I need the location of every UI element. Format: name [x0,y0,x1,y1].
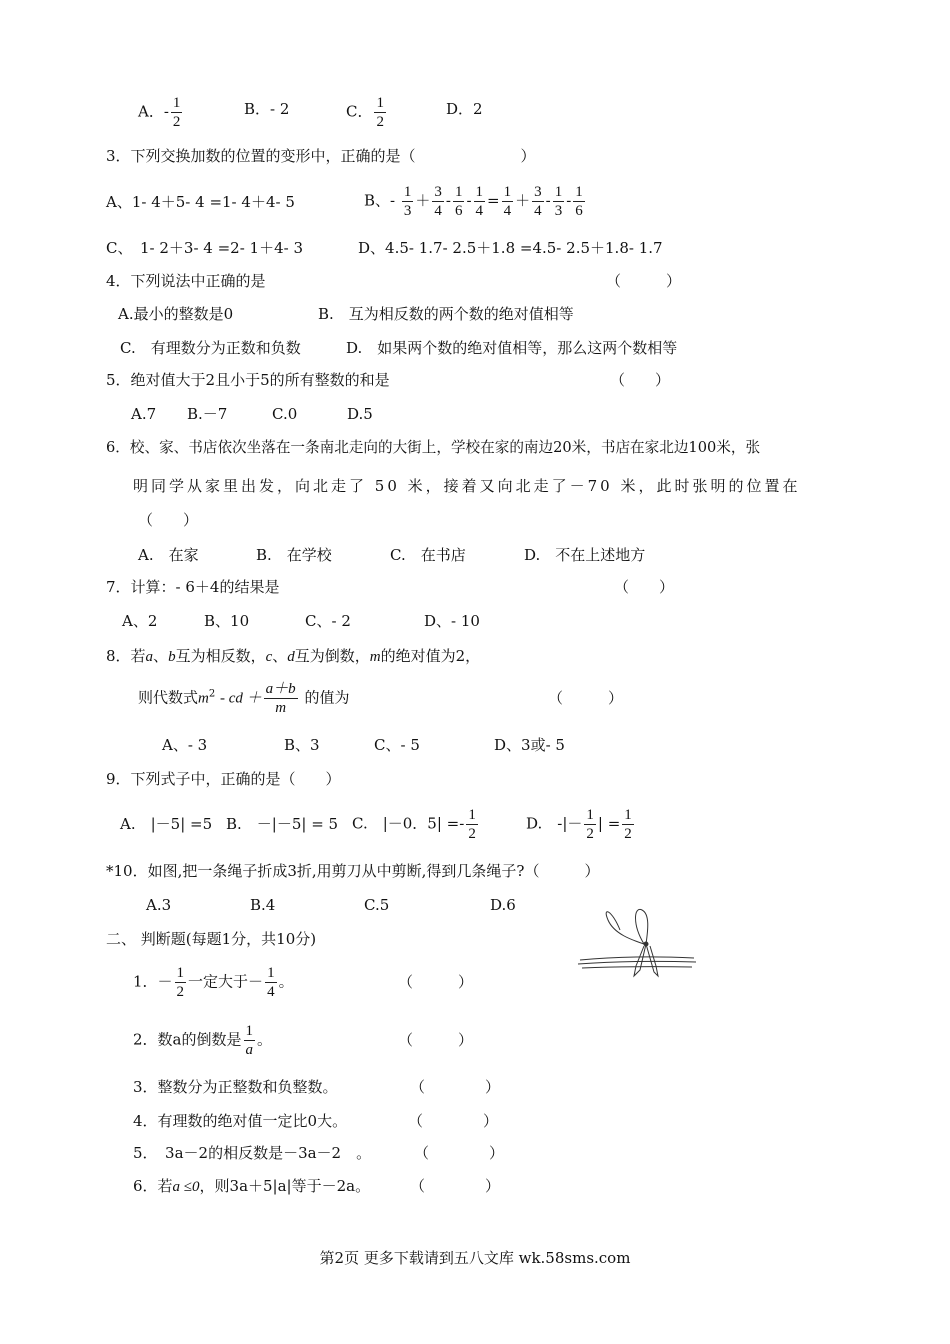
q4-stem: 4．下列说法中正确的是 [106,272,266,290]
q6-option-b: B. 在学校 [256,546,332,564]
q5-option-a: A.7 [131,405,157,423]
q3-option-a: A、1- 4＋5- 4 =1- 4＋4- 5 [106,193,295,211]
q9-option-a: A. |－5| =5 [120,815,213,833]
q5-option-b: B.－7 [187,405,228,423]
q6-line2: 明同学从家里出发，向北走了 50 米，接着又向北走了－70 米，此时张明的位置在 [133,477,801,495]
q9-option-c: C. |－0．5| =- $\frac{1}{2}$ [352,807,476,842]
page-footer: 第2页 更多下载请到五八文库 wk.58sms.com [319,1249,631,1267]
q3b-operator: = [487,191,500,210]
q6-line1: 6．校、家、书店依次坐落在一条南北走向的大街上，学校在家的南边20米，书店在家北边100米，张 [106,439,761,456]
q8-option-a: A、- 3 [162,736,208,754]
q2-option-c: C． $\frac{1}{2}$ [346,95,384,130]
q4-option-d: D. 如果两个数的绝对值相等，那么这两个数相等 [346,339,678,357]
q3-stem: 3．下列交换加数的位置的变形中，正确的是（ ） [106,147,536,165]
scissors-rope-figure [572,900,702,980]
q2-option-b: B．- 2 [244,100,290,118]
q8-expression: 则代数式$m^2$ - cd ＋ $\frac{a+b}{m}$ 的值为 [138,681,350,716]
q7-option-c: C、- 2 [305,612,351,630]
q3b-fraction: $\frac{3}{4}$ [434,184,442,219]
q6-option-d: D. 不在上述地方 [524,546,646,564]
q10-option-b: B.4 [250,896,276,914]
judge-4-paren: （ ） [408,1112,499,1130]
q4-option-a: A.最小的整数是0 [118,305,234,323]
q9-option-d: D. -|－ $\frac{1}{2}$ | = $\frac{1}{2}$ [526,807,632,842]
judge-1-paren: （ ） [398,973,474,991]
q10-option-a: A.3 [146,896,172,914]
q7-option-a: A、2 [122,612,158,630]
q3-option-b: B、- $\frac{1}{3}$ ＋ $\frac{3}{4}$ - $\frac{1}{6}$ - $\frac{1}{4}$ = $\frac{1}{4}$ ＋ $\frac{3}{4}$ - $\frac{1}{3}$ - $\frac{1}{6}$ [364,184,583,219]
judge-1: 1．－ $\frac{1}{2}$ 一定大于－ $\frac{1}{4}$ 。 [133,965,294,1000]
q3b-operator: ＋ [415,191,431,210]
q2-option-d: D．2 [446,100,483,118]
q6-paren: （ ） [138,511,199,529]
q4-option-c: C. 有理数分为正数和负数 [120,339,301,357]
q9-stem: 9．下列式子中，正确的是（ ） [106,770,341,788]
q5-option-d: D.5 [347,405,373,423]
q9-option-b: B. －|－5| = 5 [226,815,339,833]
q3b-fraction: $\frac{1}{3}$ [554,184,563,219]
q6-option-c: C. 在书店 [390,546,466,564]
q3b-fraction: $\frac{1}{4}$ [475,184,484,219]
q3b-operator: - [466,191,472,210]
judge-2-paren: （ ） [398,1031,474,1049]
q4-paren: （ ） [606,272,682,290]
judge-6-paren: （ ） [410,1177,501,1195]
q8-option-c: C、- 5 [374,736,420,754]
q2-option-a: A．- $\frac{1}{2}$ [138,95,181,130]
q10-option-d: D.6 [490,896,516,914]
judge-5: 5． 3a－2的相反数是－3a－2 。 [133,1144,372,1162]
judge-3-paren: （ ） [410,1078,501,1096]
q3b-operator: - [566,191,572,210]
q8-option-d: D、3或- 5 [494,736,565,754]
judge-5-paren: （ ） [414,1144,505,1162]
q7-paren: （ ） [614,578,675,596]
q10-stem: *10．如图,把一条绳子折成3折,用剪刀从中剪断,得到几条绳子?（ ） [106,862,600,880]
q7-option-d: D、- 10 [424,612,480,630]
q3b-operator: - [545,191,551,210]
q5-stem: 5．绝对值大于2且小于5的所有整数的和是 [106,371,390,389]
q3b-fraction: $\frac{1}{6}$ [454,184,463,219]
q4-option-b: B. 互为相反数的两个数的绝对值相等 [318,305,574,323]
section2-title: 二、 判断题(每题1分，共10分) [106,930,317,948]
q8-option-b: B、3 [284,736,320,754]
judge-3: 3．整数分为正整数和负整数。 [133,1078,338,1096]
q3b-fraction: $\frac{1}{3}$ [403,184,412,219]
q7-option-b: B、10 [204,612,250,630]
q3b-fraction: $\frac{1}{4}$ [503,184,512,219]
q3-option-c: C、 1- 2＋3- 4 =2- 1＋4- 3 [106,239,304,257]
q6-option-a: A. 在家 [138,546,199,564]
q3b-fraction: $\frac{1}{6}$ [575,184,583,219]
q10-option-c: C.5 [364,896,390,914]
judge-2: 2．数a的倒数是 $\frac{1}{a}$ 。 [133,1023,273,1058]
q5-option-c: C.0 [272,405,298,423]
q3-option-d: D、4.5- 1.7- 2.5＋1.8 =4.5- 2.5＋1.8- 1.7 [358,239,663,257]
q7-stem: 7．计算：- 6＋4的结果是 [106,578,280,596]
q8-stem: 8．若a、b互为相反数，c、d互为倒数，m的绝对值为2， [106,647,481,665]
q3b-operator: ＋ [515,191,531,210]
judge-6: 6．若a ≤0，则3a＋5|a|等于－2a。 [133,1177,371,1195]
q3b-operator: - [445,191,451,210]
q8-paren: （ ） [548,689,624,707]
q5-paren: （ ） [610,371,671,389]
judge-4: 4．有理数的绝对值一定比0大。 [133,1112,348,1130]
q3b-fraction: $\frac{3}{4}$ [534,184,542,219]
